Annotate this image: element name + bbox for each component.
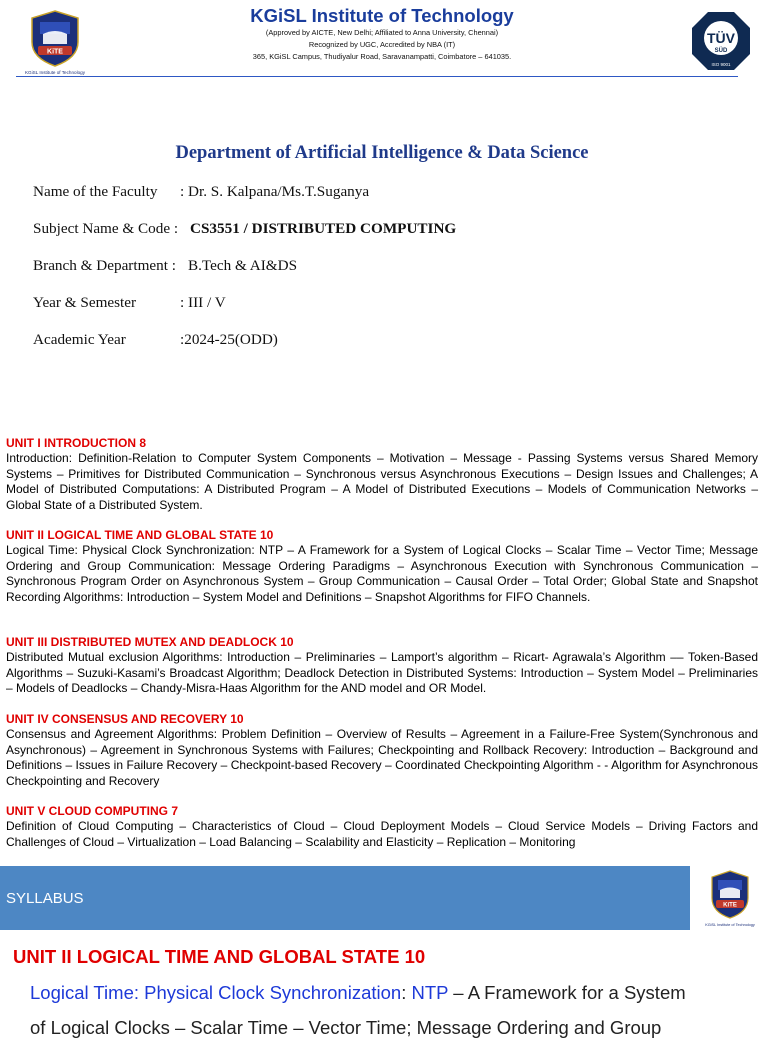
accreditation-line: Recognized by UGC, Accredited by NBA (IT): [308, 40, 456, 49]
subject-row: [33, 220, 457, 238]
slide-heading: UNIT II LOGICAL TIME AND GLOBAL STATE 10: [13, 946, 426, 967]
svg-text:TÜV: TÜV: [707, 30, 735, 46]
unit-5-title: UNIT V CLOUD COMPUTING 7: [6, 804, 179, 818]
address-line: 365, KGiSL Campus, Thudiyalur Road, Saravanampatti, Coimbatore – 641035.: [252, 52, 512, 61]
kite-logo: [16, 8, 94, 76]
slide-line-2: of Logical Clocks – Scalar Time – Vector Time; Message Ordering and Group: [30, 1017, 662, 1038]
tuv-logo: [690, 10, 752, 72]
subject-label: Subject Name & Code :: [33, 220, 179, 237]
branch-label: Branch & Department :: [33, 257, 176, 274]
physical-clock-link[interactable]: Physical Clock Synchronization: [144, 982, 402, 1003]
academic-year-value: :2024-25(ODD): [180, 331, 278, 348]
svg-text:SÜD: SÜD: [714, 48, 728, 54]
approval-line: (Approved by AICTE, New Delhi; Affiliated to Anna University, Chennai): [265, 28, 499, 37]
svg-text:KGiSL Institute of Technology: KGiSL Institute of Technology: [705, 923, 755, 927]
unit-2-title: UNIT II LOGICAL TIME AND GLOBAL STATE 10: [6, 528, 274, 542]
semester-row: [33, 294, 226, 312]
subject-value: CS3551 / DISTRIBUTED COMPUTING: [190, 220, 457, 237]
syllabus-banner: [0, 866, 690, 930]
academic-year-label: Academic Year: [33, 331, 126, 348]
kite-logo-small: [700, 868, 760, 930]
faculty-row: [33, 183, 370, 201]
ntp-link[interactable]: NTP: [411, 982, 449, 1003]
academic-year-row: [33, 331, 278, 349]
svg-text:KGiSL Institute of Technology: KGiSL Institute of Technology: [24, 70, 86, 75]
branch-row: [33, 257, 298, 275]
branch-value: B.Tech & AI&DS: [188, 257, 298, 274]
semester-label: Year & Semester: [33, 294, 137, 311]
unit-3-title: UNIT III DISTRIBUTED MUTEX AND DEADLOCK 10: [6, 635, 294, 649]
unit-2-body: Logical Time: Physical Clock Synchronization: NTP – A Framework for a System of Logical Clocks – Scalar Time – Vector Time; Message Ordering and Group Communication: Message Ordering Paradigms – Asynchronous Execution with Synchronous Communication – Synchronous Program Order on Asynchronous System – Group Communication – Causal Order – Total Order; Global State and Snapshot Recording Algorithms: Introduction – System Model and Definitions – Snapshot Algorithms for FIFO Channels.: [6, 543, 758, 604]
unit-5-body: Definition of Cloud Computing – Characteristics of Cloud – Cloud Deployment Models – Cloud Service Models – Driving Factors and Challenges of Cloud – Virtualization – Load Balancing – Scalability and Elasticity – Replication – Monitoring: [6, 819, 758, 849]
unit-3-body: Distributed Mutual exclusion Algorithms: Introduction – Preliminaries – Lamport’s algorithm – Ricart- Agrawala’s Algorithm –– Token-Based Algorithms – Suzuki-Kasami’s Broadcast Algorithm; Deadlock Detection in Distributed Systems: Introduction – System Model – Preliminaries – Models of Deadlocks – Chandy-Misra-Haas Algorithm for the AND model and OR Model.: [6, 650, 758, 695]
svg-text:ISO 9001: ISO 9001: [711, 62, 731, 67]
svg-text:KiTE: KiTE: [723, 902, 737, 909]
logical-time-text: Logical Time:: [30, 982, 145, 1003]
framework-text: – A Framework for a System: [448, 982, 686, 1003]
syllabus-label: SYLLABUS: [6, 890, 84, 907]
semester-value: : III / V: [180, 294, 226, 311]
slide-line-1: [30, 982, 686, 1004]
institute-name: KGiSL Institute of Technology: [250, 5, 514, 26]
unit-1-body: Introduction: Definition-Relation to Computer System Components – Motivation – Message - Passing Systems versus Shared Memory Systems – Primitives for Distributed Communication – Synchronous versus Asynchronous Executions – Design Issues and Challenges; A Model of Distributed Computations: A Distributed Program – A Model of Distributed Executions – Models of Communication Networks – Global State of a Distributed System.: [6, 451, 758, 512]
faculty-label: Name of the Faculty: [33, 183, 158, 200]
unit-4-body: Consensus and Agreement Algorithms: Problem Definition – Overview of Results – Agreement in a Failure-Free System(Synchronous and Asynchronous) – Agreement in Synchronous Systems with Failures; Checkpointing and Rollback Recovery: Introduction – Background and Definitions – Issues in Failure Recovery – Checkpoint-based Recovery – Coordinated Checkpointing Algorithm - - Algorithm for Asynchronous Checkpointing and Recovery: [6, 727, 758, 788]
unit-4-title: UNIT IV CONSENSUS AND RECOVERY 10: [6, 712, 244, 726]
department-title: Department of Artificial Intelligence & Data Science: [175, 143, 589, 163]
header-divider: [16, 76, 738, 77]
unit-1-title: UNIT I INTRODUCTION 8: [6, 436, 146, 450]
colon-text: :: [401, 982, 412, 1003]
svg-text:KiTE: KiTE: [47, 48, 63, 56]
faculty-value: : Dr. S. Kalpana/Ms.T.Suganya: [180, 183, 370, 200]
